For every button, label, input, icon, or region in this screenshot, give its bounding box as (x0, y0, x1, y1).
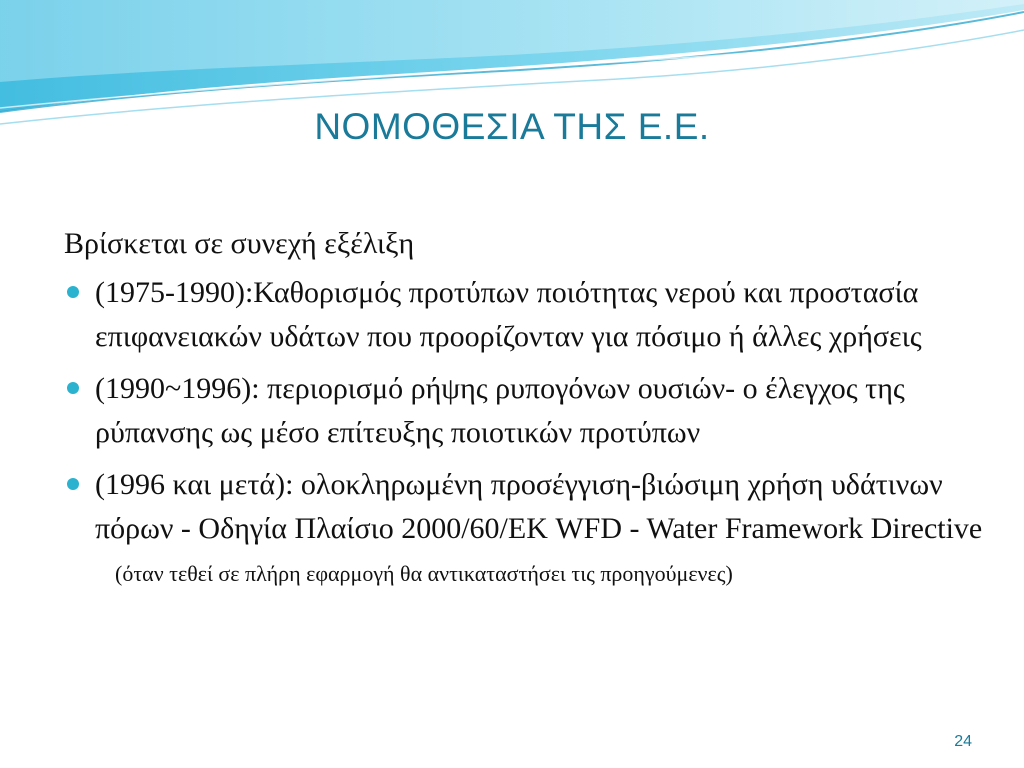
bullet-item (64, 367, 984, 455)
slide-title: ΝΟΜΟΘΕΣΙΑ ΤΗΣ Ε.Ε. (314, 106, 710, 147)
bullet-item (64, 463, 984, 551)
footnote-text: (όταν τεθεί σε πλήρη εφαρμογή θα αντικαταστήσει τις προηγούμενες) (115, 561, 733, 586)
bullet-dot-icon (67, 286, 79, 298)
bullet-dot-icon (67, 478, 79, 490)
page-number: 24 (954, 733, 972, 750)
bullet-item (64, 271, 984, 359)
bullet-text: (1975-1990):Καθορισμός προτύπων ποιότητας νερού και προστασία επιφανειακών υδάτων που προορίζονταν για πόσιμο ή άλλες χρήσεις (95, 276, 922, 353)
bullet-text: (1990~1996): περιορισμό ρήψης ρυπογόνων ουσιών- ο έλεγχος της ρύπανσης ως μέσο επίτευξης ποιοτικών προτύπων (95, 372, 905, 449)
bullet-text: (1996 και μετά): ολοκληρωμένη προσέγγιση-βιώσιμη χρήση υδάτινων πόρων - Οδηγία Πλαίσιο 2000/60/ΕΚ WFD - Water Framework Directive (95, 468, 983, 545)
intro-text: Βρίσκεται σε συνεχή εξέλιξη (64, 227, 415, 260)
slide-body (64, 222, 984, 589)
bullet-dot-icon (67, 382, 79, 394)
